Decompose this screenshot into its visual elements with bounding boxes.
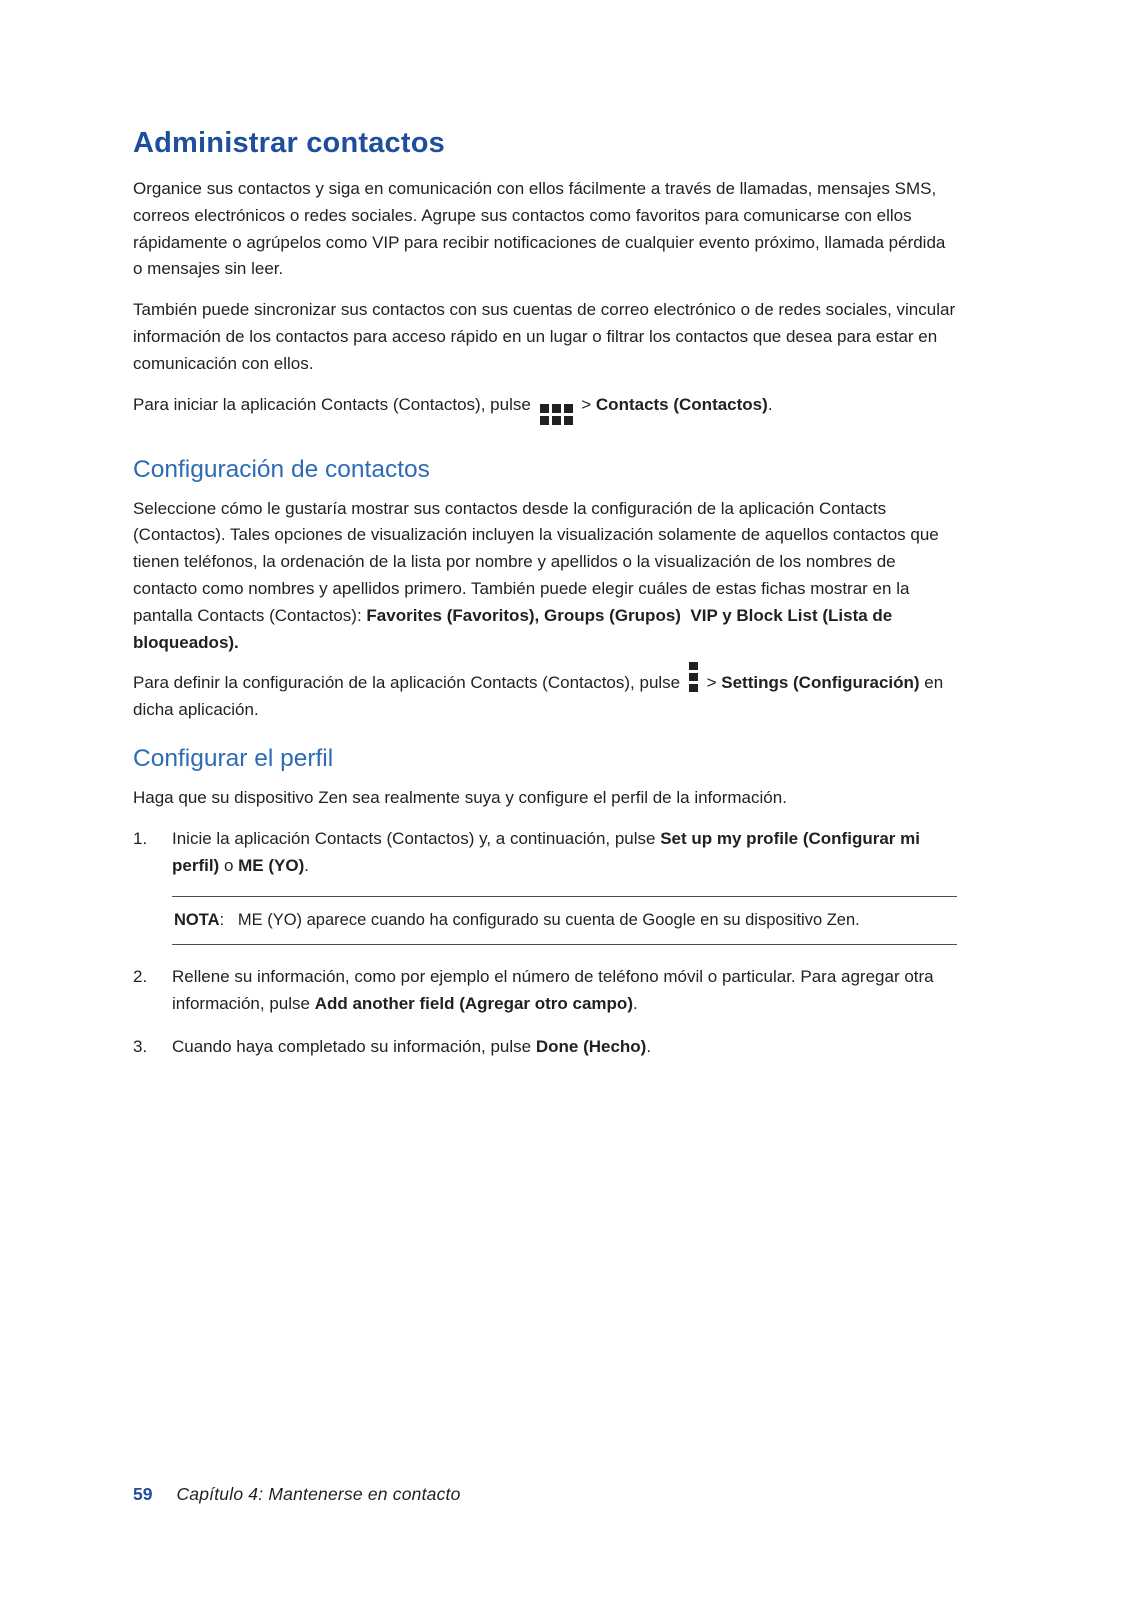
step-2-text: Rellene su información, como por ejemplo el número de teléfono móvil o particular. Para agregar otra información, pulse Add another field (Agregar otro campo).	[172, 967, 939, 1014]
profile-intro-paragraph: Haga que su dispositivo Zen sea realmente suya y configure el perfil de la información.	[133, 787, 787, 807]
contacts-settings-paragraph	[133, 496, 957, 657]
step-1-text: Inicie la aplicación Contacts (Contactos) y, a continuación, pulse Set up my profile (Configurar mi perfil) o ME (YO).	[172, 828, 925, 875]
define-separator: >	[701, 673, 722, 693]
page-number: 59	[133, 1484, 153, 1504]
step-2	[133, 964, 957, 1018]
step-3	[133, 1034, 957, 1061]
step-3-text: Cuando haya completado su información, pulse Done (Hecho).	[172, 1036, 652, 1056]
launch-instruction	[133, 392, 957, 425]
page-title: Administrar contactos	[133, 127, 445, 159]
all-apps-grid-icon	[540, 404, 573, 425]
chapter-label: Capítulo 4: Mantenerse en contacto	[176, 1484, 461, 1504]
launch-end-text: .	[767, 394, 773, 414]
intro-paragraph-2: También puede sincronizar sus contactos con sus cuentas de correo electrónico o de redes sociales, vincular información de los contactos para acceso rápido en un lugar o filtrar los contactos que desea para estar en comunicación con ellos.	[133, 300, 960, 373]
define-bold-label: Settings (Configuración)	[721, 673, 920, 693]
page-content	[133, 0, 960, 1077]
launch-separator: >	[576, 394, 596, 414]
define-settings-instruction	[133, 670, 957, 724]
launch-bold-label: Contacts (Contactos)	[595, 394, 768, 414]
note-text: : ME (YO) aparece cuando ha configurado su cuenta de Google en su dispositivo Zen.	[219, 911, 860, 930]
step-1	[133, 826, 957, 880]
define-pre-text: Para definir la configuración de la aplicación Contacts (Contactos), pulse	[133, 673, 685, 693]
note-box	[172, 896, 957, 945]
step-1-number: 1.	[133, 828, 148, 848]
page-footer	[133, 1484, 461, 1505]
settings-normal-text: Seleccione cómo le gustaría mostrar sus contactos desde la configuración de la aplicación Contacts (Contactos). Tales opciones de visualización incluyen la visualización solamente de aquellos contactos que tienen teléfonos, la ordenación de la lista por nombre y apellidos o la visualización de los nombres de contacto como nombres y apellidos primero. También puede elegir cuáles de estas fichas mostrar en la pantalla Contacts (Contactos):	[133, 498, 944, 625]
settings-bold-tabs: Favorites (Favoritos), Groups (Grupos) VIP y Block List (Lista de bloqueados).	[133, 605, 897, 652]
section-heading-contacts-settings: Configuración de contactos	[133, 455, 430, 483]
define-end-text: en dicha aplicación.	[133, 673, 948, 720]
launch-pre-text: Para iniciar la aplicación Contacts (Contactos), pulse	[133, 394, 536, 414]
section-heading-profile: Configurar el perfil	[133, 744, 334, 772]
kebab-menu-icon	[689, 670, 698, 692]
intro-paragraph-1: Organice sus contactos y siga en comunicación con ellos fácilmente a través de llamadas, mensajes SMS, correos electrónicos o redes sociales. Agrupe sus contactos como favoritos para comunicarse con ellos rápidamente o agrúpelos como VIP para recibir notificaciones de cualquier evento próximo, llamada pérdida o mensajes sin leer.	[133, 179, 951, 279]
step-2-number: 2.	[133, 967, 148, 987]
note-label: NOTA	[174, 911, 220, 930]
step-3-number: 3.	[133, 1036, 148, 1056]
profile-steps-list	[133, 826, 957, 1061]
